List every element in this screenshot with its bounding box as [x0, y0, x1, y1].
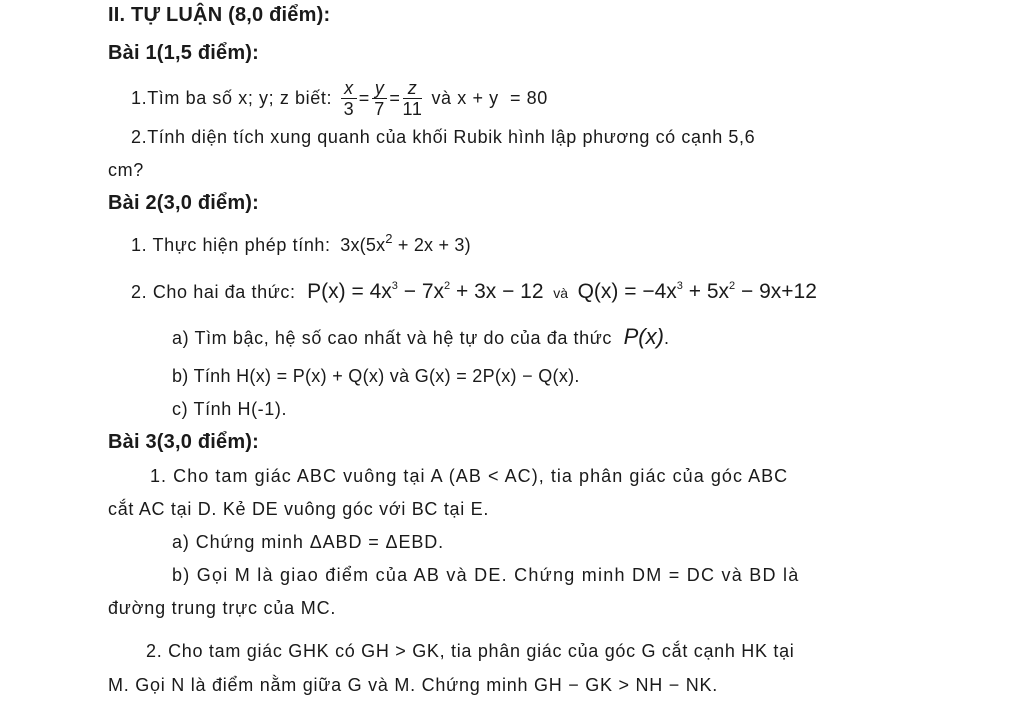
bai3-q1-part-b-line2: đường trung trực của MC. — [108, 598, 337, 618]
bai3-q2-line2: M. Gọi N là điểm nằm giữa G và M. Chứng minh GH − GK > NH − NK. — [108, 675, 719, 695]
section-title: II. TỰ LUẬN (8,0 điểm): — [108, 4, 331, 26]
bai1-q1-suffix: và x + y = 80 — [431, 87, 548, 108]
bai1-q2-line1: 2.Tính diện tích xung quanh của khối Rubik hình lập phương có cạnh 5,6 — [131, 127, 756, 147]
bai2-part-b: b) Tính H(x) = P(x) + Q(x) và G(x) = 2P(x) − Q(x). — [172, 366, 580, 386]
bai1-q2-line2: cm? — [108, 160, 144, 180]
bai3-q1-line2: cắt AC tại D. Kẻ DE vuông góc với BC tại E. — [108, 499, 490, 519]
fraction-x-3: $\frac{x}{3}$ — [341, 78, 357, 119]
polynomial-q: $Q(x) = -4x^3 + 5x^2 - 9x+12$ — [577, 280, 817, 303]
fraction-z-11: $\frac{z}{11}$ — [402, 77, 423, 119]
bai1-title: Bài 1(1,5 điểm): — [108, 42, 260, 64]
bai1-q1: 1.Tìm ba số x; y; z biết: $\frac{x}{3}$ = $\frac{y}{7}$ = $\frac{z}{11}$ và x + y = 80 — [131, 77, 548, 119]
bai2-q2: 2. Cho hai đa thức: $P(x) = 4x^3 - 7x^2 + 3x - 12$ và $Q(x) = -4x^3 + 5x^2 - 9x+12$ — [131, 280, 817, 303]
bai2-part-c: c) Tính H(-1). — [172, 399, 288, 419]
bai3-q1-part-b-line1: b) Gọi M là giao điểm của AB và DE. Chứng minh DM = DC và BD là — [172, 565, 800, 585]
bai3-q1-line1: 1. Cho tam giác ABC vuông tại A (AB < AC), tia phân giác của góc ABC — [150, 466, 789, 486]
bai2-title: Bài 2(3,0 điểm): — [108, 192, 260, 214]
bai2-q1: 1. Thực hiện phép tính: $3x(5x^2 + 2x + 3)$ — [131, 231, 471, 255]
bai3-q2-line1: 2. Cho tam giác GHK có GH > GK, tia phân giác của góc G cắt cạnh HK tại — [146, 641, 795, 661]
fraction-y-7: $\frac{y}{7}$ — [372, 78, 388, 119]
bai3-q1-part-a: a) Chứng minh ΔABD = ΔEBD. — [172, 532, 445, 552]
bai2-part-a: a) Tìm bậc, hệ số cao nhất và hệ tự do của đa thức P(x). — [172, 324, 670, 349]
polynomial-p: $P(x) = 4x^3 - 7x^2 + 3x - 12$ — [307, 280, 544, 303]
bai3-title: Bài 3(3,0 điểm): — [108, 431, 260, 453]
bai1-q1-prefix: 1.Tìm ba số x; y; z biết: — [131, 87, 333, 108]
